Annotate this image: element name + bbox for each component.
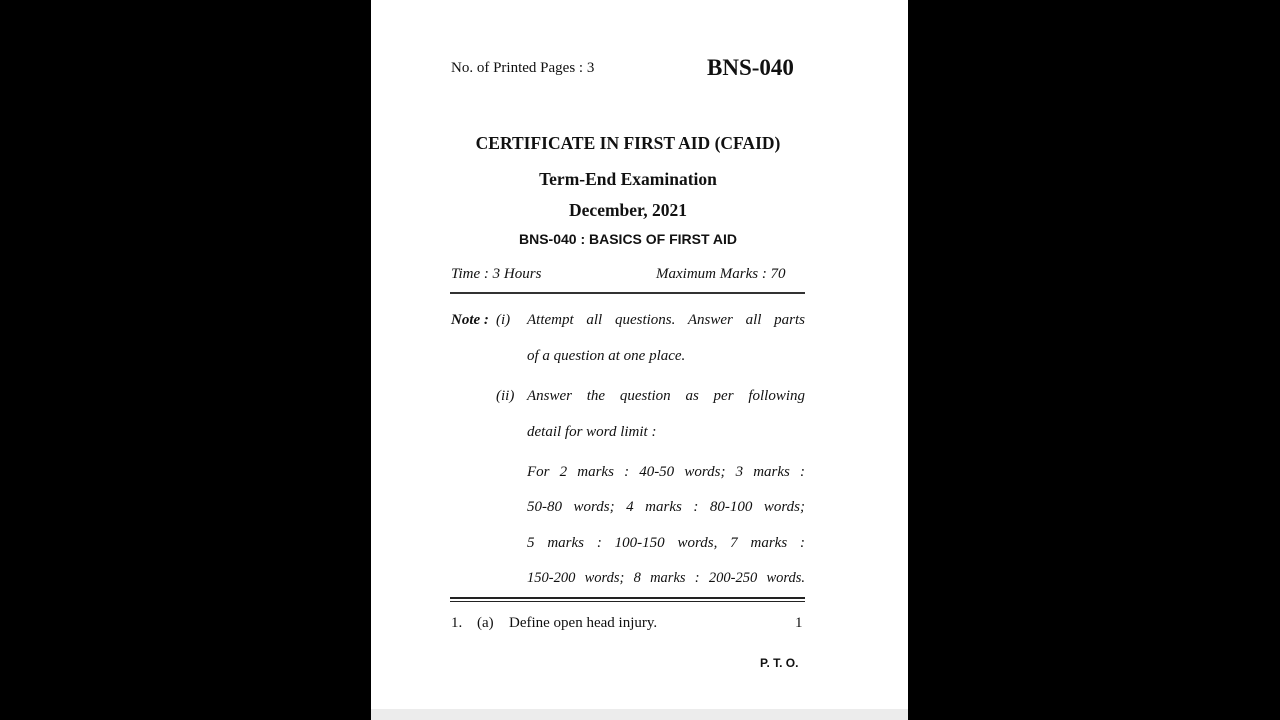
page-bottom-edge bbox=[371, 709, 908, 720]
question-marks: 1 bbox=[795, 615, 803, 631]
maximum-marks: Maximum Marks : 70 bbox=[656, 266, 786, 282]
paper-code: BNS-040 bbox=[707, 55, 794, 80]
word-limit-line: 50-80 words; 4 marks : 80-100 words; bbox=[527, 499, 805, 515]
please-turn-over: P. T. O. bbox=[760, 656, 799, 670]
note-ii-line: detail for word limit : bbox=[527, 424, 657, 440]
word-limit-line: For 2 marks : 40-50 words; 3 marks : bbox=[527, 464, 805, 480]
question-number: 1. bbox=[451, 615, 463, 631]
word-limit-line: 150-200 words; 8 marks : 200-250 words. bbox=[527, 570, 805, 586]
double-divider-top bbox=[450, 597, 805, 599]
note-label: Note : bbox=[451, 312, 489, 328]
printed-pages: No. of Printed Pages : 3 bbox=[451, 60, 595, 76]
question-text: Define open head injury. bbox=[509, 615, 658, 631]
course-title: CERTIFICATE IN FIRST AID (CFAID) bbox=[475, 133, 781, 153]
word-limit-line: 5 marks : 100-150 words, 7 marks : bbox=[527, 535, 805, 551]
subject-title: BNS-040 : BASICS OF FIRST AID bbox=[518, 231, 738, 247]
note-i-line: Attempt all questions. Answer all parts bbox=[527, 312, 805, 328]
note-ii-label: (ii) bbox=[496, 388, 515, 404]
exam-title: Term-End Examination bbox=[539, 169, 717, 189]
divider bbox=[450, 292, 805, 294]
note-ii-line: Answer the question as per following bbox=[527, 388, 805, 404]
exam-date: December, 2021 bbox=[569, 200, 687, 220]
question-part: (a) bbox=[477, 615, 494, 631]
note-i-line: of a question at one place. bbox=[527, 348, 686, 364]
time-limit: Time : 3 Hours bbox=[451, 266, 542, 282]
double-divider-bottom bbox=[450, 601, 805, 602]
note-i-label: (i) bbox=[496, 312, 511, 328]
